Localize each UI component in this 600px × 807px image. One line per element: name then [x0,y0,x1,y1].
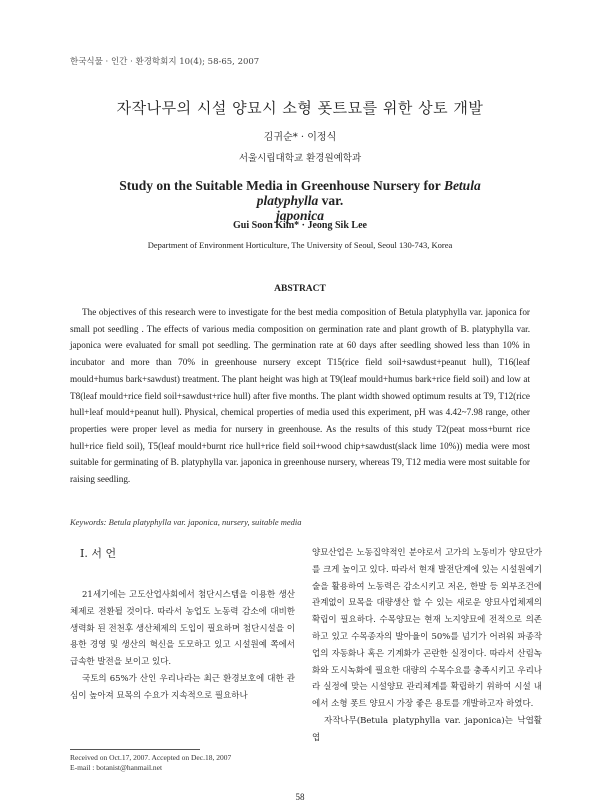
affiliation-english: Department of Environment Horticulture, The University of Seoul, Seoul 130-743, Korea [147,240,453,250]
keywords: Keywords: Betula platyphylla var. japonica, nursery, suitable media [70,517,302,527]
footnote-email: E-mail : botanist@hanmail.net [70,763,163,772]
authors-english: Gui Soon Kim* · Jeong Sik Lee [233,220,367,231]
title-english-part2: var. [318,193,344,208]
journal-header: 한국식물 · 인간 · 환경학회지 10(4); 58-65, 2007 [70,57,260,67]
footnote [70,753,231,773]
affiliation-korean: 서울시립대학교 환경원예학과 [238,153,362,164]
title-english [90,178,510,223]
paragraph-text: 21세기에는 고도산업사회에서 첨단시스템을 이용한 생산체제로 전환될 것이다. 따라서 농업도 노동력 감소에 대비한 생력화 된 전천후 생산체제의 도입이 필요하며 첨단시설을 이용한 경영 및 생산의 혁신을 도모하고 있고 시설원예 쪽에서 급속한 발전을 보이고 있다. [70,590,295,668]
title-english-line2: japonica [275,208,324,223]
right-column [312,545,542,747]
paragraph [70,671,295,705]
paragraph [70,587,295,671]
footnote-rule [70,749,200,750]
abstract-body [70,304,530,488]
footnote-received: Received on Oct.17, 2007. Accepted on Dec.18, 2007 [70,753,232,762]
abstract-heading: ABSTRACT [274,284,326,294]
authors-korean: 김귀순* · 이정식 [263,132,337,143]
title-english-part1: Study on the Suitable Media in Greenhouse Nursery for [119,178,444,193]
paragraph-text: 양묘산업은 노동집약적인 분야로서 고가의 노동비가 양묘단가를 크게 높이고 있다. 따라서 현재 발전단계에 있는 시설원예기술을 활용하여 노동력은 감소시키고 저온, 한발 등 외부조건에 관계없이 묘목을 대량생산 할 수 있는 새로운 양묘사업체제의 확립이 필요하다. 수목양묘는 현재 노지양묘에 전적으로 의존하고 있고 수목종자의 발아율이 50%를 넘기가 어려워 파종작업의 자동화나 혹은 기계화가 곤란한 실정이다. 따라서 산림녹화와 도시녹화에 필요한 대량의 수목수요를 충족시키고 우리나라 실정에 맞는 시설양묘 관리체계를 확립하기 위하여 시설 내에서 소형 폿트 양묘시 가장 좋은 용토를 개발하고자 하였다. [312,548,542,710]
paragraph-text: 국토의 65%가 산인 우리나라는 최근 환경보호에 대한 관심이 높아져 묘목의 수요가 지속적으로 필요하나 [70,673,295,701]
paragraph-text: 자작나무(Betula platyphylla var. japonica)는 낙엽활엽 [312,715,542,743]
paragraph [312,713,542,747]
section-heading: Ⅰ. 서 언 [80,547,117,560]
page-number: 58 [295,792,305,802]
abstract-text: The objectives of this research were to investigate for the best media composition of Betula platyphylla var. japonica for small pot seedling . The effects of various media composition on germination rate and plant growth of B. platyphylla var. japonica were evaluated for small pot seedling. The germination rate at 60 days after seedling showed less than 10% in incubator and more than 70% in greenhouse nursery except T15(rice field soil+sawdust+peanut hull), T16(leaf mould+humus bark+sawdust) treatment. The plant height was high at T9(leaf mould+humus bark+rice field soil) and low at T8(leaf mould+rice field soil+sawdust+rice hull) after five months. The plant width showed optimum results at T9, T12(rice hull+leaf mould+peanut hull). Physical, chemical properties of media used this experiment, pH was 4.42~7.98 range, other properties were proper level as media for nursery in greenhouse. As the results of this study T2(peat moss+burnt rice hull+rice field soil), T5(leaf mould+burnt rice hull+rice field soil+wood chip+sawdust(slack lime 10%)) media were most suitable for germinating of B. platyphylla var. japonica in greenhouse nursery, whereas T9, T12 media were most suitable for raising seedling. [70,307,530,485]
title-english-species: Betula platyphylla [256,178,481,208]
left-column [70,545,295,705]
title-korean: 자작나무의 시설 양묘시 소형 폿트묘를 위한 상토 개발 [116,99,484,117]
paragraph [312,545,542,713]
